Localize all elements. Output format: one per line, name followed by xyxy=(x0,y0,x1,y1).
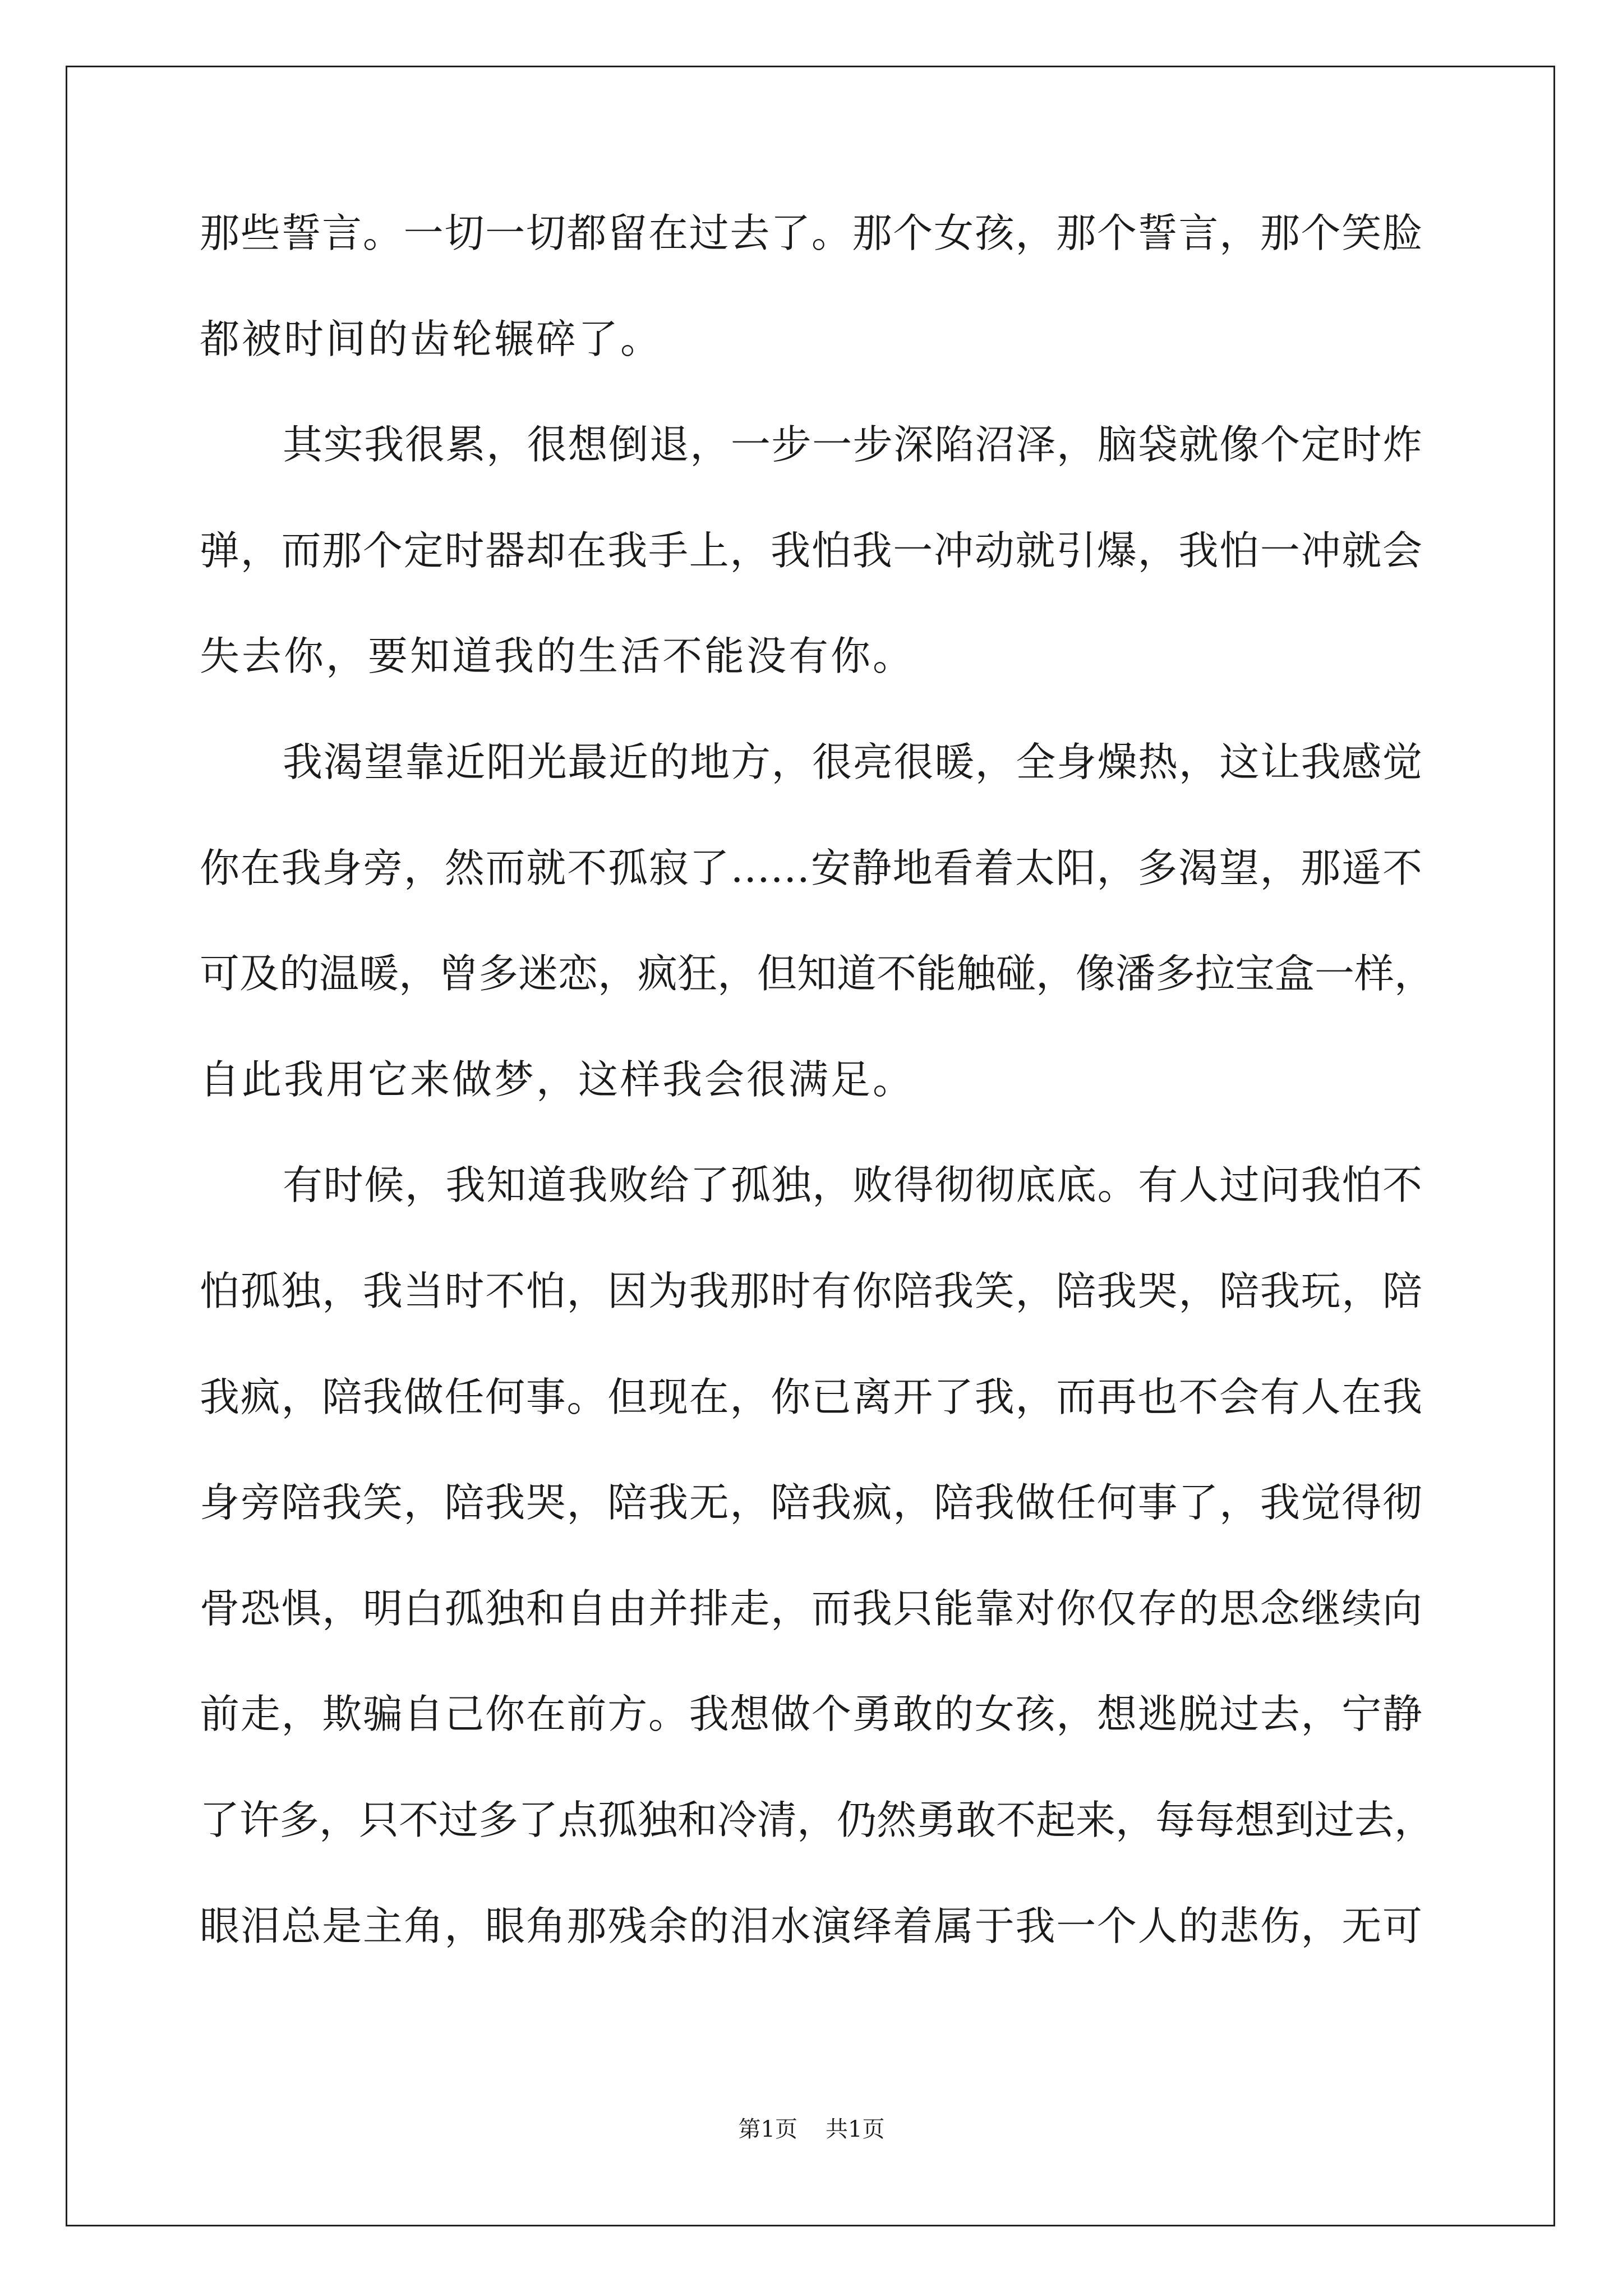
text-line: 我疯，陪我做任何事。但现在，你已离开了我，而再也不会有人在我 xyxy=(200,1373,1422,1420)
page-footer xyxy=(0,2111,1623,2143)
text-line: 骨恐惧，明白孤独和自由并排走，而我只能靠对你仅存的思念继续向 xyxy=(200,1585,1422,1632)
text-line: 自此我用它来做梦，这样我会很满足。 xyxy=(200,1056,915,1103)
paragraph-start-line: 其实我很累，很想倒退，一步一步深陷沼泽，脑袋就像个定时炸 xyxy=(283,421,1422,468)
text-line: 前走，欺骗自己你在前方。我想做个勇敢的女孩，想逃脱过去，宁静 xyxy=(200,1691,1422,1738)
text-line: 那些誓言。一切一切都留在过去了。那个女孩，那个誓言，那个笑脸 xyxy=(200,210,1422,256)
text-line: 可及的温暖，曾多迷恋，疯狂，但知道不能触碰，像潘多拉宝盒一样， xyxy=(200,950,1435,997)
text-line: 了许多，只不过多了点孤独和冷清，仍然勇敢不起来，每每想到过去， xyxy=(200,1796,1435,1843)
text-line: 都被时间的齿轮辗碎了。 xyxy=(200,315,663,362)
paragraph-start-line: 我渴望靠近阳光最近的地方，很亮很暖，全身燥热，这让我感觉 xyxy=(283,738,1422,785)
text-line: 眼泪总是主角，眼角那残余的泪水演绎着属于我一个人的悲伤，无可 xyxy=(200,1902,1422,1949)
text-line: 怕孤独，我当时不怕，因为我那时有你陪我笑，陪我哭，陪我玩，陪 xyxy=(200,1267,1422,1314)
document-body xyxy=(200,210,1435,2012)
page-number-total: 共1页 xyxy=(826,2116,885,2142)
page-number-current: 第1页 xyxy=(738,2116,797,2142)
text-line: 身旁陪我笑，陪我哭，陪我无，陪我疯，陪我做任何事了，我觉得彻 xyxy=(200,1479,1422,1526)
paragraph-start-line: 有时候，我知道我败给了孤独，败得彻彻底底。有人过问我怕不 xyxy=(283,1162,1422,1209)
text-line: 失去你，要知道我的生活不能没有你。 xyxy=(200,633,915,680)
text-line: 弹，而那个定时器却在我手上，我怕我一冲动就引爆，我怕一冲就会 xyxy=(200,527,1422,574)
text-line: 你在我身旁，然而就不孤寂了……安静地看着太阳，多渴望，那遥不 xyxy=(200,844,1422,891)
